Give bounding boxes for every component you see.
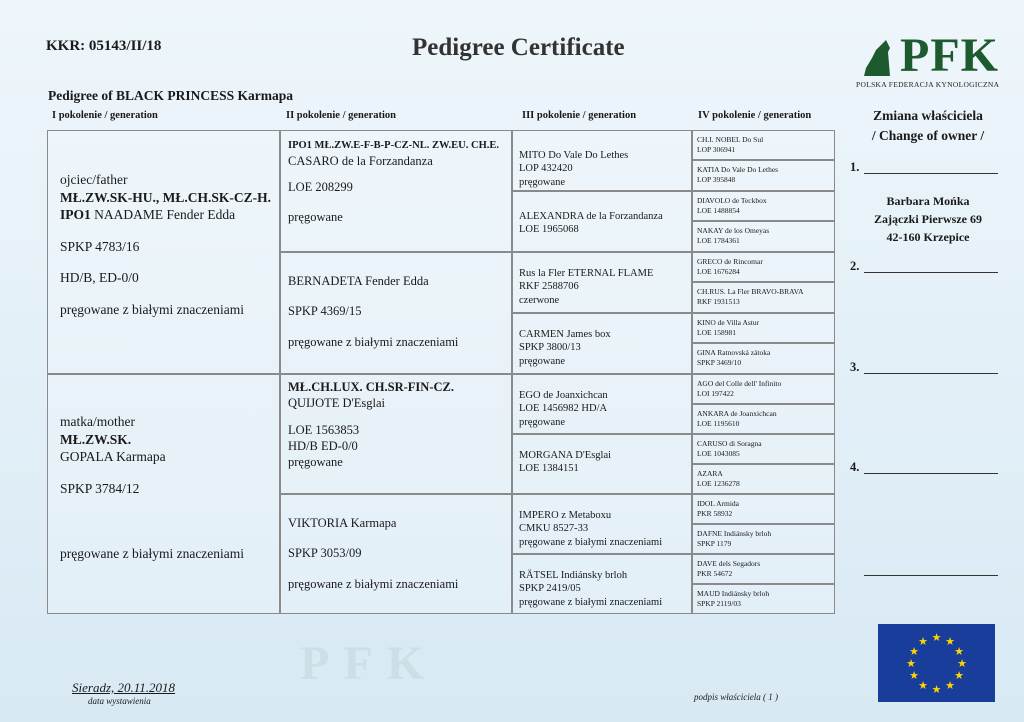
gen3-reg: RKF 2588706 xyxy=(519,281,579,293)
current-owner xyxy=(840,192,1016,246)
owner-line-1 xyxy=(864,172,998,174)
gen4-name: AZARA xyxy=(697,469,723,478)
gen4-box xyxy=(692,584,835,614)
gen4-name: GRECO de Rincomar xyxy=(697,257,763,266)
svg-text:★: ★ xyxy=(909,645,919,658)
sire-role: ojciec/father xyxy=(60,172,128,187)
gen4-name: DIAVOLO de Teckbox xyxy=(697,196,767,205)
gen2-name: VIKTORIA Karmapa xyxy=(288,516,397,530)
owner-name: Barbara Mońka xyxy=(886,194,970,208)
gen4-name: DAFNE Indiánsky brloh xyxy=(697,529,772,538)
gen4-box xyxy=(692,464,835,494)
owner-change-heading xyxy=(840,106,1016,147)
gen4-reg: LOE 158981 xyxy=(697,327,736,337)
gen2-box xyxy=(280,130,512,252)
svg-text:★: ★ xyxy=(918,635,928,648)
pfk-watermark: PFK xyxy=(300,637,438,690)
generation-2-header: II pokolenie / generation xyxy=(286,110,396,121)
sire-reg: SPKP 4783/16 xyxy=(60,238,140,254)
dam-role: matka/mother xyxy=(60,414,135,429)
owner-address-2: 42-160 Krzepice xyxy=(886,230,970,244)
gen4-reg: LOE 1488854 xyxy=(697,205,740,215)
gen4-box xyxy=(692,404,835,434)
gen4-box xyxy=(692,374,835,404)
gen4-reg: LOP 395848 xyxy=(697,174,736,184)
svg-text:★: ★ xyxy=(906,657,916,670)
owner-line-5 xyxy=(864,574,998,576)
gen3-colour: czerwone xyxy=(519,294,560,306)
owner-heading-pl: Zmiana właściciela xyxy=(873,108,983,123)
owner-address-1: Zajączki Pierwsze 69 xyxy=(874,212,982,226)
gen4-box xyxy=(692,434,835,464)
gen4-name: CARUSO di Soragna xyxy=(697,439,762,448)
certificate-title: Pedigree Certificate xyxy=(412,34,625,61)
gen4-box xyxy=(692,221,835,252)
gen4-name: GINA Ratnovská zátoka xyxy=(697,348,771,357)
gen4-reg: LOI 197422 xyxy=(697,388,734,398)
sire-ipo: IPO1 xyxy=(60,207,91,223)
gen3-box xyxy=(512,130,692,191)
gen4-name: CH.I. NOBEL Do Sul xyxy=(697,135,764,144)
gen4-name: AGO del Colle dell' Infinito xyxy=(697,379,782,388)
gen3-reg: SPKP 3800/13 xyxy=(519,342,581,354)
gen4-reg: LOE 1043085 xyxy=(697,448,740,458)
owner-heading-en: / Change of owner / xyxy=(871,128,985,144)
dam-colour: pręgowane z białymi znaczeniami xyxy=(60,546,245,562)
owner-line-2 xyxy=(864,271,998,273)
gen4-box xyxy=(692,160,835,191)
svg-text:★: ★ xyxy=(931,631,942,644)
gen4-reg: LOE 1195610 xyxy=(697,418,740,428)
gen3-box xyxy=(512,554,692,614)
gen3-colour: pręgowane z białymi znaczeniami xyxy=(519,536,663,548)
gen2-colour: pręgowane xyxy=(288,210,343,225)
generation-1-header: I pokolenie / generation xyxy=(52,110,158,121)
dog-silhouette-icon xyxy=(856,38,896,78)
gen3-reg: LOE 1965068 xyxy=(519,224,579,236)
gen4-reg: SPKP 1179 xyxy=(697,538,732,548)
gen2-titles: MŁ.CH.LUX. CH.SR-FIN-CZ. xyxy=(288,380,454,394)
gen3-name: CARMEN James box xyxy=(519,329,611,340)
place-and-date: Sieradz, 20.11.2018 xyxy=(72,680,176,695)
sire-colour: pręgowane z białymi znaczeniami xyxy=(60,301,245,317)
owner-line-3 xyxy=(864,372,998,374)
gen2-titles: IPO1 MŁ.ZW.E-F-B-P-CZ-NL. ZW.EU. CH.E. xyxy=(288,140,499,151)
gen4-box xyxy=(692,554,835,584)
gen4-box xyxy=(692,494,835,524)
owner-number-2: 2. xyxy=(850,259,860,273)
gen3-name: ALEXANDRA de la Forzandanza xyxy=(519,211,663,222)
gen2-name: CASARO de la Forzandanza xyxy=(288,153,433,168)
gen4-reg: SPKP 3469/10 xyxy=(697,357,742,367)
gen4-box xyxy=(692,313,835,343)
gen2-reg: LOE 208299 xyxy=(288,179,353,194)
gen2-colour: pręgowane z białymi znaczeniami xyxy=(288,334,459,349)
gen2-reg: SPKP 3053/09 xyxy=(288,546,362,561)
gen3-name: IMPERO z Metaboxu xyxy=(519,510,612,521)
gen3-name: Rus la Fler ETERNAL FLAME xyxy=(519,268,654,279)
svg-text:★: ★ xyxy=(954,645,964,658)
gen2-reg: LOE 1563853 xyxy=(288,422,360,437)
sire-health: HD/B, ED-0/0 xyxy=(60,270,139,286)
gen4-name: KATIA Do Vale Do Lethes xyxy=(697,165,779,174)
sire-name: NAADAME Fender Edda xyxy=(94,207,236,223)
gen2-box xyxy=(280,494,512,614)
sire-box xyxy=(47,130,280,374)
date-caption: data wystawienia xyxy=(88,696,151,706)
gen4-name: ANKARA de Joanxichcan xyxy=(697,409,777,418)
eu-stars-icon xyxy=(878,624,995,702)
gen3-colour: pręgowane z białymi znaczeniami xyxy=(519,596,663,608)
gen3-name: EGO de Joanxichcan xyxy=(519,390,608,401)
pfk-logo-text: PFK xyxy=(900,29,999,82)
gen4-box xyxy=(692,191,835,221)
pfk-logo-subtitle: POLSKA FEDERACJA KYNOLOGICZNA xyxy=(856,80,1000,89)
dam-reg: SPKP 3784/12 xyxy=(60,480,140,496)
gen3-box xyxy=(512,494,692,554)
gen2-colour: pręgowane xyxy=(288,455,343,469)
gen4-name: MAUD Indiánsky brloh xyxy=(697,589,770,598)
gen4-box xyxy=(692,282,835,313)
svg-text:★: ★ xyxy=(918,679,928,692)
gen3-box xyxy=(512,313,692,374)
gen4-name: CH.RUS. La Fler BRAVO-BRAVA xyxy=(697,287,804,296)
gen4-name: NAKAY de los Omeyas xyxy=(697,226,770,235)
gen3-reg: CMKU 8527-33 xyxy=(519,523,589,535)
gen3-colour: pręgowane xyxy=(519,416,566,428)
svg-text:★: ★ xyxy=(957,657,967,670)
svg-text:★: ★ xyxy=(954,669,964,682)
owner-line-4 xyxy=(864,472,998,474)
gen4-reg: PKR 58932 xyxy=(697,508,733,518)
svg-text:★: ★ xyxy=(931,683,942,696)
gen3-name: RÄTSEL Indiánsky brloh xyxy=(519,570,628,581)
gen3-box xyxy=(512,191,692,252)
gen4-reg: LOE 1236278 xyxy=(697,478,740,488)
sire-titles: MŁ.ZW.SK-HU., MŁ.CH.SK-CZ-H. xyxy=(60,189,272,205)
gen3-box xyxy=(512,252,692,313)
eu-flag-icon xyxy=(878,624,995,702)
gen2-box xyxy=(280,374,512,494)
gen4-reg: RKF 1931513 xyxy=(697,296,740,306)
gen3-reg: LOE 1456982 HD/A xyxy=(519,403,608,415)
owner-number-1: 1. xyxy=(850,160,860,174)
gen4-box xyxy=(692,524,835,554)
gen4-reg: SPKP 2119/03 xyxy=(697,598,741,608)
gen3-name: MORGANA D'Esglai xyxy=(519,450,612,461)
gen2-name: BERNADETA Fender Edda xyxy=(288,274,429,288)
gen4-reg: PKR 54672 xyxy=(697,568,733,578)
gen3-box xyxy=(512,374,692,434)
svg-text:★: ★ xyxy=(945,679,955,692)
owner-number-4: 4. xyxy=(850,460,860,474)
svg-text:★: ★ xyxy=(909,669,919,682)
gen2-name: QUIJOTE D'Esglai xyxy=(288,396,386,411)
generation-4-header: IV pokolenie / generation xyxy=(698,110,812,121)
owner-number-3: 3. xyxy=(850,360,860,374)
gen3-colour: pręgowane xyxy=(519,176,566,188)
gen3-colour: pręgowane xyxy=(519,355,566,367)
gen2-health: HD/B ED-0/0 xyxy=(288,438,358,453)
gen4-name: IDOL Armida xyxy=(697,499,740,508)
gen4-box xyxy=(692,343,835,374)
gen4-name: DAVE dels Segadors xyxy=(697,559,761,568)
gen2-reg: SPKP 4369/15 xyxy=(288,304,362,319)
gen3-reg: LOP 432420 xyxy=(519,163,573,175)
gen4-reg: LOE 1676284 xyxy=(697,266,740,276)
owner-signature-caption: podpis właściciela ( 1 ) xyxy=(694,692,778,702)
pedigree-of-heading: Pedigree of BLACK PRINCESS Karmapa xyxy=(48,88,293,103)
gen4-box xyxy=(692,252,835,282)
generation-3-header: III pokolenie / generation xyxy=(522,110,637,121)
gen2-colour: pręgowane z białymi znaczeniami xyxy=(288,576,459,591)
gen4-name: KINO de Villa Astur xyxy=(697,318,760,327)
registration-number: KKR: 05143/II/18 xyxy=(46,38,162,54)
gen3-name: MITO Do Vale Do Lethes xyxy=(519,150,629,161)
gen4-reg: LOE 1784361 xyxy=(697,235,740,245)
dam-titles: MŁ.ZW.SK. xyxy=(60,431,132,447)
svg-text:★: ★ xyxy=(945,635,955,648)
gen3-reg: SPKP 2419/05 xyxy=(519,583,581,595)
gen4-reg: LOP 306941 xyxy=(697,144,736,154)
gen3-reg: LOE 1384151 xyxy=(519,463,579,475)
dam-name: GOPALA Karmapa xyxy=(60,449,166,465)
dam-box xyxy=(47,374,280,614)
gen2-box xyxy=(280,252,512,374)
gen3-box xyxy=(512,434,692,494)
gen4-box xyxy=(692,130,835,160)
